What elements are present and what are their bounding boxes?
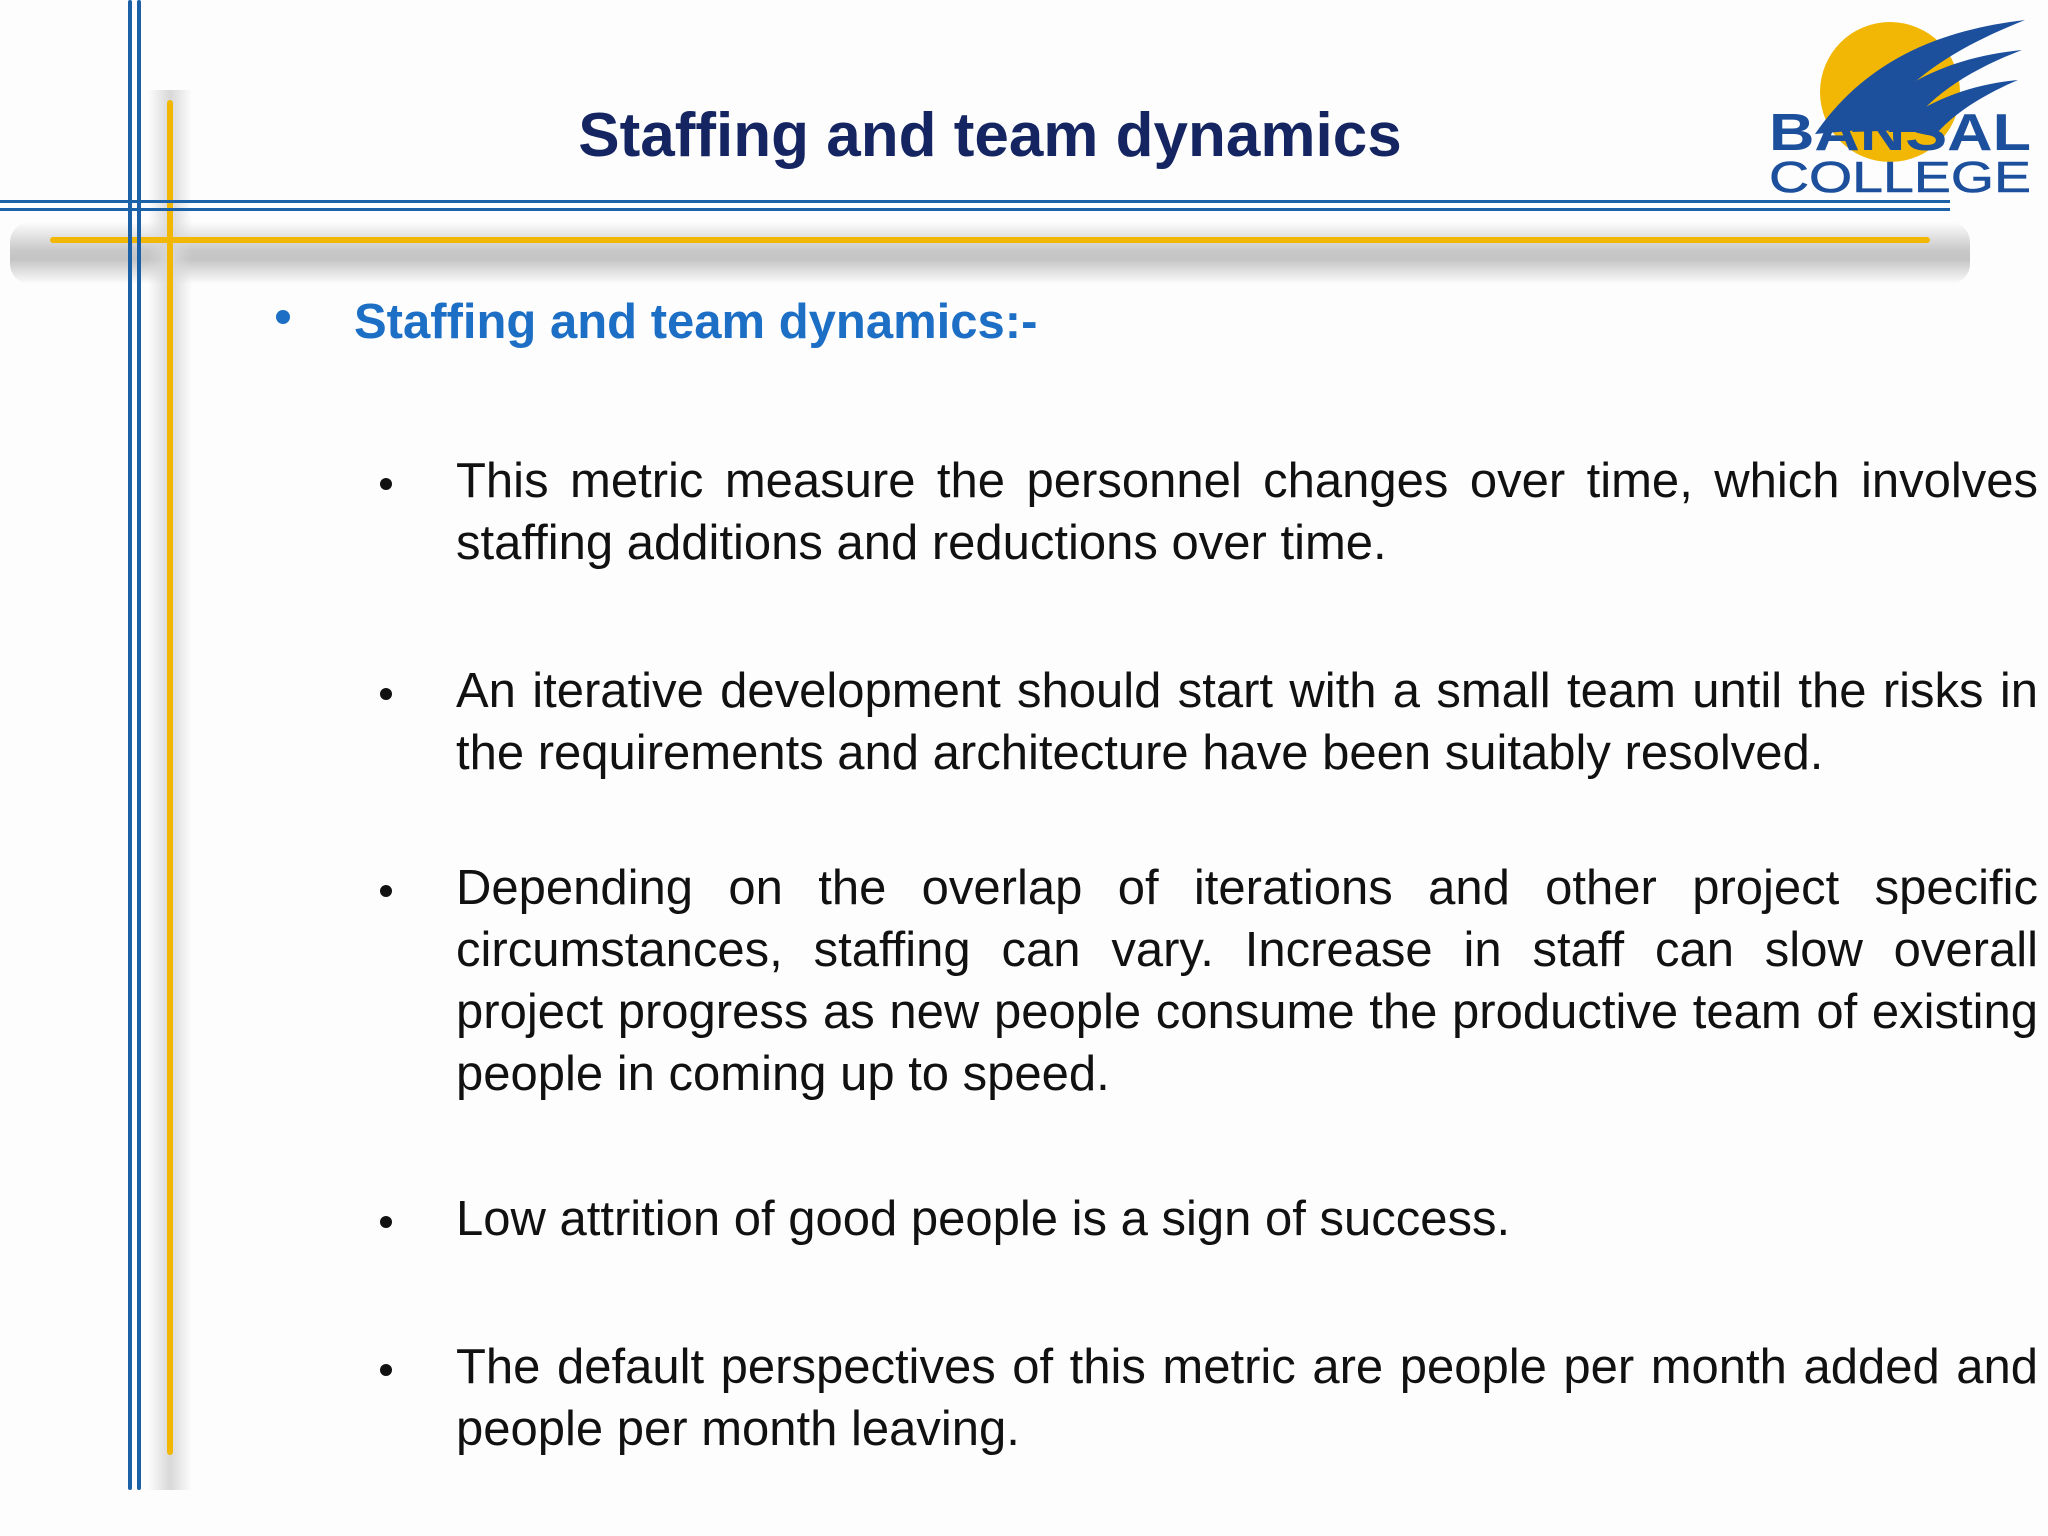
frame-gold-line-horizontal bbox=[50, 237, 1930, 243]
section-heading-text: Staffing and team dynamics:- bbox=[354, 295, 1038, 349]
list-item-text: Low attrition of good people is a sign of success. bbox=[456, 1192, 1511, 1246]
frame-blue-line-vertical bbox=[137, 0, 141, 1490]
bullet-icon bbox=[380, 688, 392, 700]
bullet-icon bbox=[276, 310, 290, 324]
bullet-icon bbox=[380, 885, 392, 897]
list-item-text: The default perspectives of this metric are people per month added and people per month leaving. bbox=[456, 1340, 2038, 1456]
frame-gold-line-vertical bbox=[167, 100, 173, 1455]
list-item-text: An iterative development should start with a small team until the risks in the requirements and architecture have been suitably resolved. bbox=[456, 664, 2038, 780]
bullet-icon bbox=[380, 1216, 392, 1228]
logo-wordmark-college: COLLEGE bbox=[1769, 153, 2031, 199]
list-item-text: Depending on the overlap of iterations and other project specific circumstances, staffing can vary. Increase in staff can slow overall project progress as new people consume the productive team of existing people in coming up to speed. bbox=[456, 861, 2038, 1101]
frame-blue-line-horizontal bbox=[0, 208, 1950, 211]
logo-wordmark-bansal: BANSAL bbox=[1769, 104, 2031, 162]
bullet-icon bbox=[380, 478, 392, 490]
college-logo bbox=[1760, 14, 2040, 199]
frame-blue-line-vertical bbox=[128, 0, 132, 1490]
list-item-text: This metric measure the personnel changes over time, which involves staffing additions and reductions over time. bbox=[456, 454, 2038, 570]
frame-shadow-horizontal bbox=[10, 222, 1970, 284]
slide-title: Staffing and team dynamics bbox=[578, 101, 1402, 170]
frame-blue-line-horizontal bbox=[0, 200, 1950, 203]
bullet-icon bbox=[380, 1364, 392, 1376]
